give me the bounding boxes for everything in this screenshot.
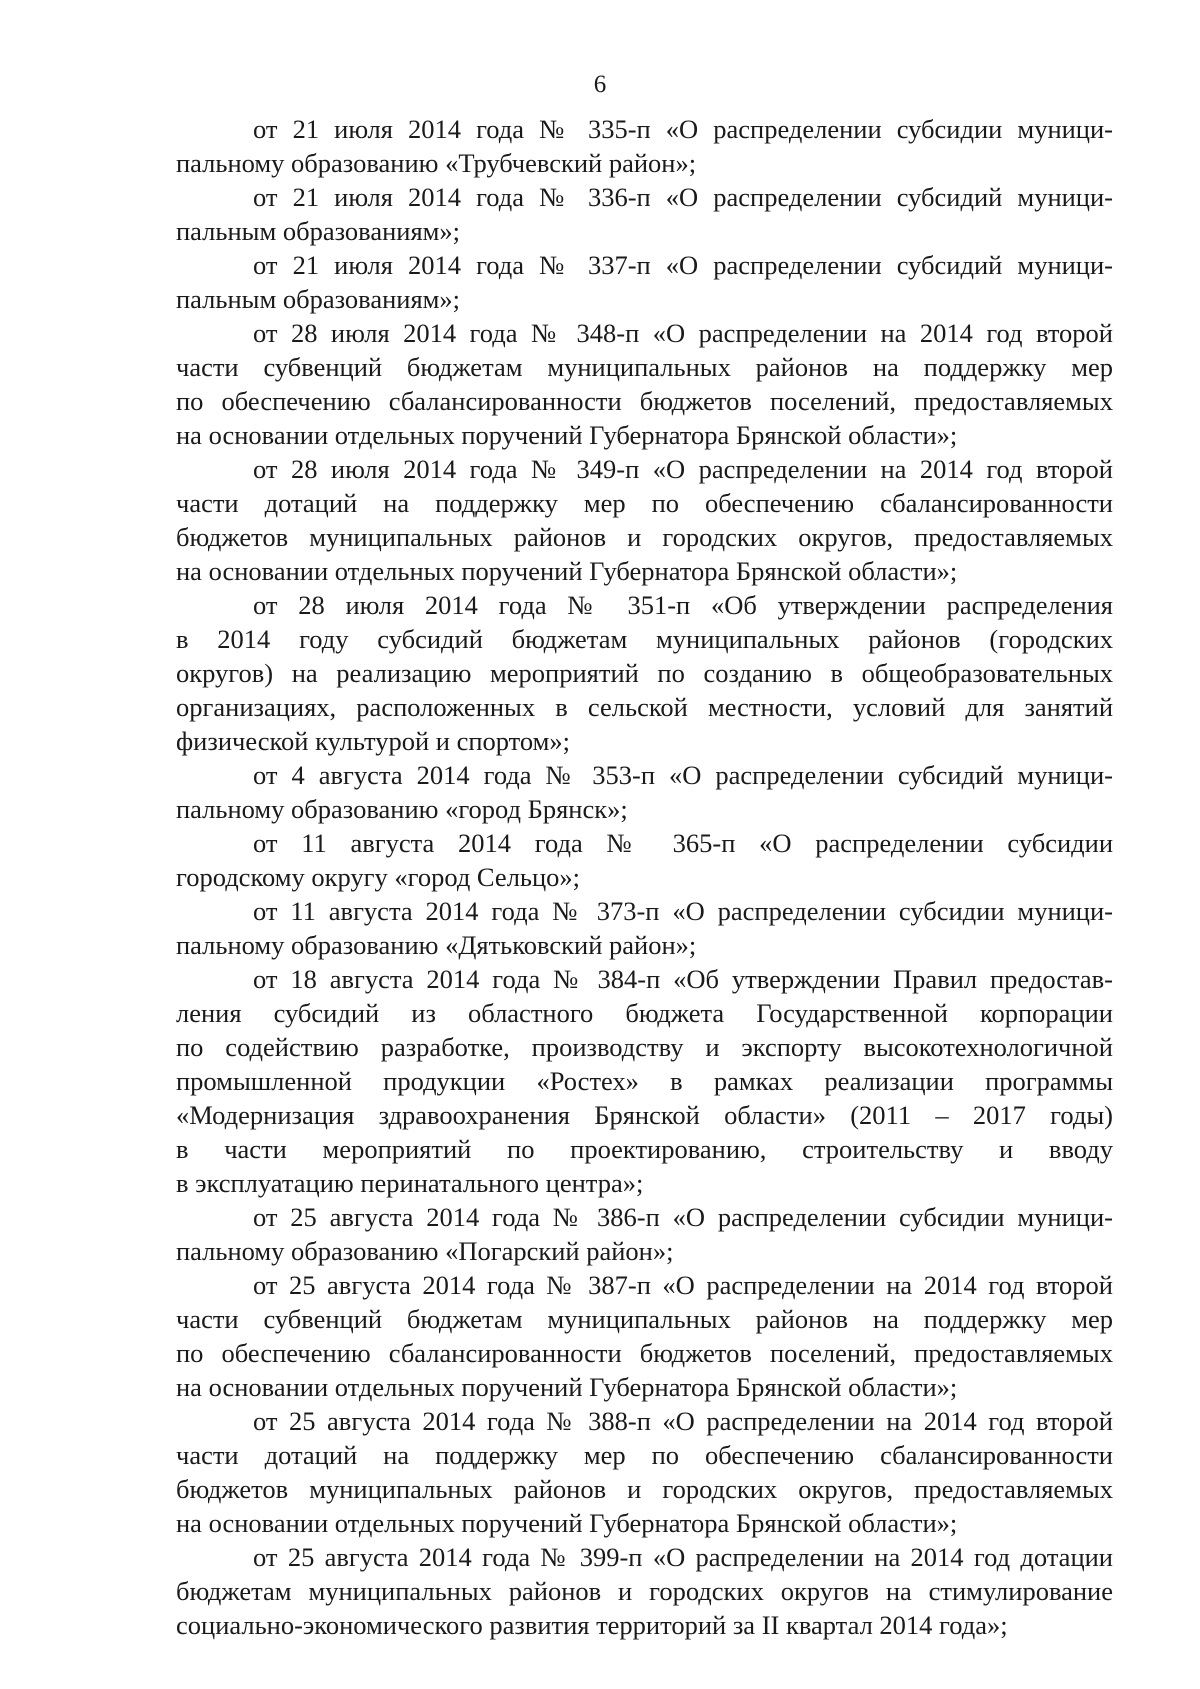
text-line: на основании отдельных поручений Губернатора Брянской области»; xyxy=(176,556,958,586)
text-line: от 25 августа 2014 года № 399-п «О распределении на 2014 год дотации xyxy=(253,1542,1113,1572)
text-line: физической культурой и спортом»; xyxy=(176,726,571,756)
text-line: бюджетов муниципальных районов и городских округов, предоставляемых xyxy=(176,1474,1113,1504)
document-body xyxy=(176,112,1113,1642)
paragraph xyxy=(176,1200,1113,1268)
text-line: промышленной продукции «Ростех» в рамках реализации программы xyxy=(176,1066,1113,1096)
text-line: в 2014 году субсидий бюджетам муниципальных районов (городских xyxy=(176,624,1113,654)
text-line: на основании отдельных поручений Губернатора Брянской области»; xyxy=(176,1508,958,1538)
text-line: от 11 августа 2014 года № 365-п «О распределении субсидии xyxy=(253,828,1113,858)
text-line: на основании отдельных поручений Губернатора Брянской области»; xyxy=(176,1372,958,1402)
text-line: пальным образованиям»; xyxy=(176,284,461,314)
text-line: части субвенций бюджетам муниципальных районов на поддержку мер xyxy=(176,352,1113,382)
text-line: «Модернизация здравоохранения Брянской области» (2011 – 2017 годы) xyxy=(176,1100,1113,1130)
text-line: от 25 августа 2014 года № 388-п «О распределении на 2014 год второй xyxy=(253,1406,1113,1436)
text-line: части дотаций на поддержку мер по обеспечению сбалансированности xyxy=(176,488,1113,518)
paragraph xyxy=(176,316,1113,452)
text-line: на основании отдельных поручений Губернатора Брянской области»; xyxy=(176,420,958,450)
text-line: от 21 июля 2014 года № 335-п «О распределении субсидии муници- xyxy=(253,114,1113,144)
paragraph xyxy=(176,962,1113,1200)
text-line: ления субсидий из областного бюджета Государственной корпорации xyxy=(176,998,1113,1028)
text-line: пальному образованию «Дятьковский район»; xyxy=(176,930,697,960)
paragraph xyxy=(176,1268,1113,1404)
text-line: пальному образованию «Трубчевский район»; xyxy=(176,148,697,178)
text-line: бюджетам муниципальных районов и городских округов на стимулирование xyxy=(176,1576,1113,1606)
text-line: от 18 августа 2014 года № 384-п «Об утверждении Правил предостав- xyxy=(253,964,1113,994)
text-line: от 11 августа 2014 года № 373-п «О распределении субсидии муници- xyxy=(253,896,1113,926)
text-line: пальным образованиям»; xyxy=(176,216,461,246)
paragraph xyxy=(176,894,1113,962)
text-line: по обеспечению сбалансированности бюджетов поселений, предоставляемых xyxy=(176,386,1113,416)
text-line: пальному образованию «Погарский район»; xyxy=(176,1236,674,1266)
text-line: пальному образованию «город Брянск»; xyxy=(176,794,628,824)
paragraph xyxy=(176,758,1113,826)
text-line: социально-экономического развития территорий за II квартал 2014 года»; xyxy=(176,1610,1008,1640)
text-line: от 28 июля 2014 года № 351-п «Об утверждении распределения xyxy=(253,590,1113,620)
paragraph xyxy=(176,1404,1113,1540)
text-line: от 21 июля 2014 года № 336-п «О распределении субсидий муници- xyxy=(253,182,1113,212)
text-line: округов) на реализацию мероприятий по созданию в общеобразовательных xyxy=(176,658,1113,688)
text-line: по обеспечению сбалансированности бюджетов поселений, предоставляемых xyxy=(176,1338,1113,1368)
paragraph xyxy=(176,826,1113,894)
text-line: организациях, расположенных в сельской местности, условий для занятий xyxy=(176,692,1113,722)
text-line: от 28 июля 2014 года № 349-п «О распределении на 2014 год второй xyxy=(253,454,1113,484)
paragraph xyxy=(176,588,1113,758)
text-line: от 25 августа 2014 года № 386-п «О распределении субсидии муници- xyxy=(253,1202,1113,1232)
paragraph xyxy=(176,180,1113,248)
text-line: бюджетов муниципальных районов и городских округов, предоставляемых xyxy=(176,522,1113,552)
text-line: части субвенций бюджетам муниципальных районов на поддержку мер xyxy=(176,1304,1113,1334)
paragraph xyxy=(176,248,1113,316)
paragraph xyxy=(176,1540,1113,1642)
paragraph xyxy=(176,112,1113,180)
text-line: городскому округу «город Сельцо»; xyxy=(176,862,581,892)
text-line: от 28 июля 2014 года № 348-п «О распределении на 2014 год второй xyxy=(253,318,1113,348)
page-number: 6 xyxy=(593,71,607,98)
text-line: от 4 августа 2014 года № 353-п «О распределении субсидий муници- xyxy=(253,760,1113,790)
text-line: от 25 августа 2014 года № 387-п «О распределении на 2014 год второй xyxy=(253,1270,1113,1300)
text-line: части дотаций на поддержку мер по обеспечению сбалансированности xyxy=(176,1440,1113,1470)
paragraph xyxy=(176,452,1113,588)
text-line: в эксплуатацию перинатального центра»; xyxy=(176,1168,644,1198)
text-line: по содействию разработке, производству и экспорту высокотехнологичной xyxy=(176,1032,1113,1062)
text-line: в части мероприятий по проектированию, строительству и вводу xyxy=(176,1134,1113,1164)
text-line: от 21 июля 2014 года № 337-п «О распределении субсидий муници- xyxy=(253,250,1113,280)
